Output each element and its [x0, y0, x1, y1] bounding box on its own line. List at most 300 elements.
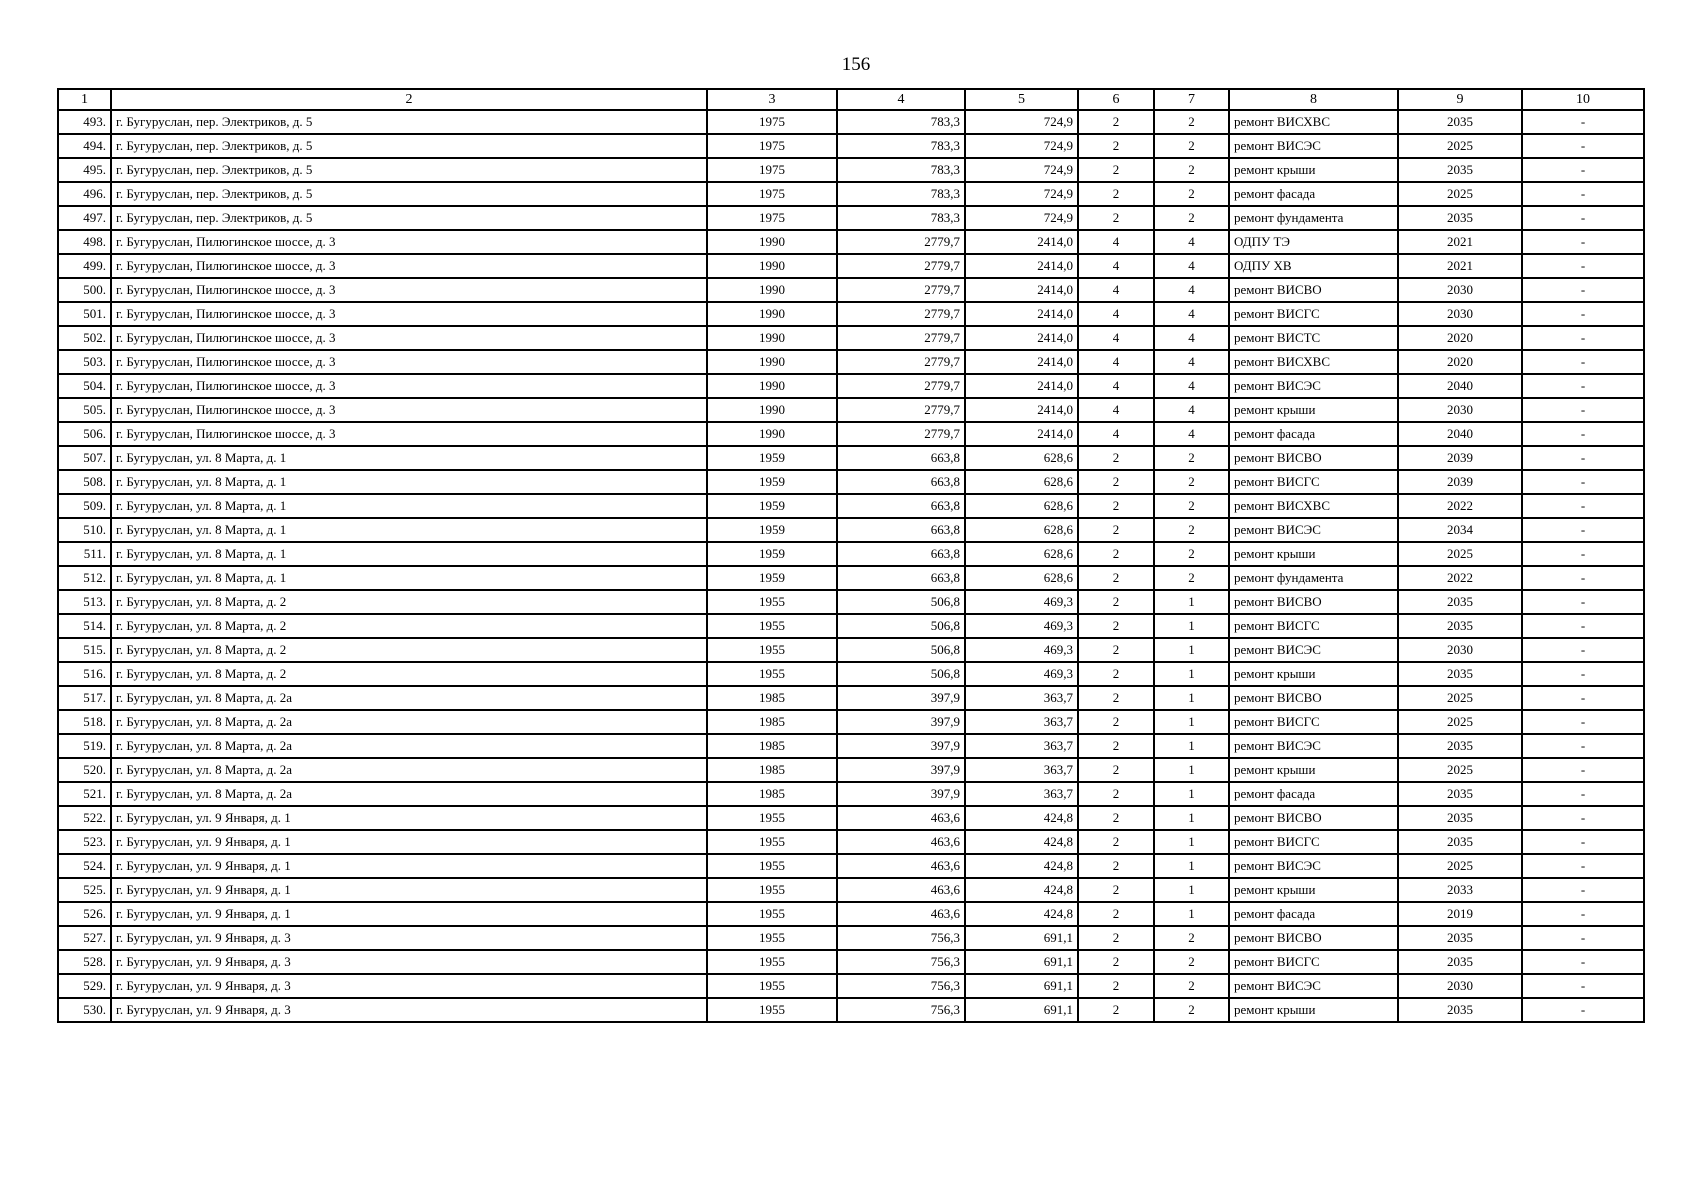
address-cell: г. Бугуруслан, ул. 9 Января, д. 3: [111, 926, 707, 950]
build-year-cell: 1985: [707, 686, 837, 710]
build-year-cell: 1959: [707, 542, 837, 566]
floors-cell: 2: [1078, 758, 1154, 782]
total-area-cell: 783,3: [837, 110, 965, 134]
total-area-cell: 2779,7: [837, 398, 965, 422]
row-number-cell: 497.: [58, 206, 111, 230]
note-cell: -: [1522, 158, 1644, 182]
build-year-cell: 1975: [707, 182, 837, 206]
address-cell: г. Бугуруслан, Пилюгинское шоссе, д. 3: [111, 254, 707, 278]
total-area-cell: 756,3: [837, 950, 965, 974]
floors-cell: 2: [1078, 734, 1154, 758]
entrances-cell: 2: [1154, 134, 1229, 158]
build-year-cell: 1955: [707, 854, 837, 878]
planned-year-cell: 2033: [1398, 878, 1522, 902]
planned-year-cell: 2035: [1398, 734, 1522, 758]
work-type-cell: ремонт фасада: [1229, 422, 1398, 446]
living-area-cell: 691,1: [965, 998, 1078, 1022]
build-year-cell: 1955: [707, 926, 837, 950]
work-type-cell: ремонт ВИСГС: [1229, 302, 1398, 326]
column-header-5: 5: [965, 89, 1078, 110]
planned-year-cell: 2022: [1398, 566, 1522, 590]
build-year-cell: 1990: [707, 254, 837, 278]
work-type-cell: ОДПУ ХВ: [1229, 254, 1398, 278]
note-cell: -: [1522, 662, 1644, 686]
row-number-cell: 520.: [58, 758, 111, 782]
work-type-cell: ремонт ВИСВО: [1229, 686, 1398, 710]
note-cell: -: [1522, 518, 1644, 542]
table-row: [58, 494, 1644, 518]
living-area-cell: 2414,0: [965, 398, 1078, 422]
planned-year-cell: 2021: [1398, 254, 1522, 278]
total-area-cell: 2779,7: [837, 278, 965, 302]
work-type-cell: ремонт фасада: [1229, 902, 1398, 926]
floors-cell: 2: [1078, 854, 1154, 878]
planned-year-cell: 2034: [1398, 518, 1522, 542]
column-header-3: 3: [707, 89, 837, 110]
entrances-cell: 4: [1154, 422, 1229, 446]
total-area-cell: 463,6: [837, 878, 965, 902]
living-area-cell: 628,6: [965, 518, 1078, 542]
table-row: [58, 854, 1644, 878]
total-area-cell: 663,8: [837, 518, 965, 542]
planned-year-cell: 2020: [1398, 350, 1522, 374]
living-area-cell: 628,6: [965, 494, 1078, 518]
planned-year-cell: 2035: [1398, 206, 1522, 230]
address-cell: г. Бугуруслан, ул. 8 Марта, д. 2: [111, 638, 707, 662]
build-year-cell: 1990: [707, 278, 837, 302]
entrances-cell: 2: [1154, 446, 1229, 470]
note-cell: -: [1522, 806, 1644, 830]
table-row: [58, 902, 1644, 926]
note-cell: -: [1522, 278, 1644, 302]
build-year-cell: 1959: [707, 494, 837, 518]
total-area-cell: 756,3: [837, 974, 965, 998]
planned-year-cell: 2025: [1398, 686, 1522, 710]
planned-year-cell: 2025: [1398, 710, 1522, 734]
living-area-cell: 2414,0: [965, 422, 1078, 446]
work-type-cell: ремонт крыши: [1229, 398, 1398, 422]
living-area-cell: 469,3: [965, 638, 1078, 662]
build-year-cell: 1955: [707, 878, 837, 902]
column-header-7: 7: [1154, 89, 1229, 110]
floors-cell: 2: [1078, 662, 1154, 686]
build-year-cell: 1955: [707, 950, 837, 974]
planned-year-cell: 2035: [1398, 806, 1522, 830]
living-area-cell: 724,9: [965, 182, 1078, 206]
note-cell: -: [1522, 734, 1644, 758]
work-type-cell: ремонт фундамента: [1229, 566, 1398, 590]
address-cell: г. Бугуруслан, ул. 8 Марта, д. 2а: [111, 734, 707, 758]
entrances-cell: 2: [1154, 110, 1229, 134]
table-row: [58, 302, 1644, 326]
row-number-cell: 506.: [58, 422, 111, 446]
table-row: [58, 590, 1644, 614]
address-cell: г. Бугуруслан, ул. 8 Марта, д. 2а: [111, 686, 707, 710]
living-area-cell: 628,6: [965, 542, 1078, 566]
living-area-cell: 2414,0: [965, 278, 1078, 302]
note-cell: -: [1522, 422, 1644, 446]
living-area-cell: 724,9: [965, 206, 1078, 230]
work-type-cell: ремонт крыши: [1229, 662, 1398, 686]
note-cell: -: [1522, 782, 1644, 806]
floors-cell: 2: [1078, 950, 1154, 974]
build-year-cell: 1955: [707, 614, 837, 638]
table-row: [58, 158, 1644, 182]
address-cell: г. Бугуруслан, ул. 8 Марта, д. 1: [111, 446, 707, 470]
note-cell: -: [1522, 254, 1644, 278]
address-cell: г. Бугуруслан, ул. 8 Марта, д. 2а: [111, 758, 707, 782]
registry-table: [57, 88, 1645, 1023]
planned-year-cell: 2022: [1398, 494, 1522, 518]
address-cell: г. Бугуруслан, ул. 8 Марта, д. 1: [111, 518, 707, 542]
note-cell: -: [1522, 350, 1644, 374]
entrances-cell: 1: [1154, 614, 1229, 638]
living-area-cell: 691,1: [965, 950, 1078, 974]
planned-year-cell: 2025: [1398, 758, 1522, 782]
address-cell: г. Бугуруслан, пер. Электриков, д. 5: [111, 134, 707, 158]
address-cell: г. Бугуруслан, ул. 9 Января, д. 1: [111, 902, 707, 926]
table-row: [58, 470, 1644, 494]
table-row: [58, 230, 1644, 254]
row-number-cell: 509.: [58, 494, 111, 518]
address-cell: г. Бугуруслан, ул. 8 Марта, д. 1: [111, 542, 707, 566]
total-area-cell: 2779,7: [837, 302, 965, 326]
living-area-cell: 2414,0: [965, 302, 1078, 326]
row-number-cell: 501.: [58, 302, 111, 326]
work-type-cell: ремонт ВИСХВС: [1229, 110, 1398, 134]
build-year-cell: 1955: [707, 806, 837, 830]
note-cell: -: [1522, 854, 1644, 878]
planned-year-cell: 2030: [1398, 398, 1522, 422]
planned-year-cell: 2040: [1398, 374, 1522, 398]
total-area-cell: 783,3: [837, 182, 965, 206]
note-cell: -: [1522, 470, 1644, 494]
living-area-cell: 424,8: [965, 878, 1078, 902]
floors-cell: 4: [1078, 374, 1154, 398]
build-year-cell: 1990: [707, 422, 837, 446]
planned-year-cell: 2025: [1398, 182, 1522, 206]
address-cell: г. Бугуруслан, пер. Электриков, д. 5: [111, 158, 707, 182]
total-area-cell: 2779,7: [837, 374, 965, 398]
floors-cell: 2: [1078, 206, 1154, 230]
living-area-cell: 469,3: [965, 662, 1078, 686]
living-area-cell: 2414,0: [965, 254, 1078, 278]
living-area-cell: 424,8: [965, 902, 1078, 926]
total-area-cell: 2779,7: [837, 230, 965, 254]
total-area-cell: 2779,7: [837, 422, 965, 446]
total-area-cell: 663,8: [837, 446, 965, 470]
row-number-cell: 523.: [58, 830, 111, 854]
floors-cell: 2: [1078, 878, 1154, 902]
address-cell: г. Бугуруслан, ул. 8 Марта, д. 2а: [111, 782, 707, 806]
note-cell: -: [1522, 206, 1644, 230]
entrances-cell: 4: [1154, 326, 1229, 350]
build-year-cell: 1990: [707, 326, 837, 350]
living-area-cell: 2414,0: [965, 326, 1078, 350]
total-area-cell: 783,3: [837, 158, 965, 182]
living-area-cell: 424,8: [965, 830, 1078, 854]
total-area-cell: 783,3: [837, 206, 965, 230]
living-area-cell: 2414,0: [965, 374, 1078, 398]
work-type-cell: ремонт ВИСВО: [1229, 278, 1398, 302]
entrances-cell: 1: [1154, 830, 1229, 854]
floors-cell: 4: [1078, 398, 1154, 422]
planned-year-cell: 2025: [1398, 854, 1522, 878]
planned-year-cell: 2039: [1398, 446, 1522, 470]
row-number-cell: 503.: [58, 350, 111, 374]
planned-year-cell: 2020: [1398, 326, 1522, 350]
note-cell: -: [1522, 998, 1644, 1022]
planned-year-cell: 2021: [1398, 230, 1522, 254]
address-cell: г. Бугуруслан, ул. 8 Марта, д. 2: [111, 614, 707, 638]
build-year-cell: 1985: [707, 758, 837, 782]
address-cell: г. Бугуруслан, ул. 8 Марта, д. 1: [111, 566, 707, 590]
floors-cell: 4: [1078, 254, 1154, 278]
entrances-cell: 4: [1154, 350, 1229, 374]
floors-cell: 2: [1078, 134, 1154, 158]
row-number-cell: 513.: [58, 590, 111, 614]
total-area-cell: 783,3: [837, 134, 965, 158]
work-type-cell: ремонт ВИСГС: [1229, 950, 1398, 974]
address-cell: г. Бугуруслан, пер. Электриков, д. 5: [111, 182, 707, 206]
table-row: [58, 518, 1644, 542]
living-area-cell: 691,1: [965, 974, 1078, 998]
build-year-cell: 1990: [707, 374, 837, 398]
row-number-cell: 516.: [58, 662, 111, 686]
table-body: [58, 110, 1644, 1022]
work-type-cell: ремонт ВИСЭС: [1229, 638, 1398, 662]
build-year-cell: 1975: [707, 110, 837, 134]
total-area-cell: 397,9: [837, 686, 965, 710]
table-row: [58, 806, 1644, 830]
entrances-cell: 1: [1154, 686, 1229, 710]
floors-cell: 4: [1078, 230, 1154, 254]
row-number-cell: 526.: [58, 902, 111, 926]
entrances-cell: 2: [1154, 470, 1229, 494]
floors-cell: 2: [1078, 542, 1154, 566]
row-number-cell: 518.: [58, 710, 111, 734]
address-cell: г. Бугуруслан, Пилюгинское шоссе, д. 3: [111, 398, 707, 422]
entrances-cell: 1: [1154, 806, 1229, 830]
note-cell: -: [1522, 374, 1644, 398]
floors-cell: 2: [1078, 806, 1154, 830]
note-cell: -: [1522, 638, 1644, 662]
entrances-cell: 1: [1154, 782, 1229, 806]
address-cell: г. Бугуруслан, Пилюгинское шоссе, д. 3: [111, 374, 707, 398]
work-type-cell: ремонт крыши: [1229, 758, 1398, 782]
entrances-cell: 2: [1154, 182, 1229, 206]
build-year-cell: 1955: [707, 998, 837, 1022]
work-type-cell: ремонт ВИСВО: [1229, 590, 1398, 614]
entrances-cell: 1: [1154, 878, 1229, 902]
row-number-cell: 514.: [58, 614, 111, 638]
note-cell: -: [1522, 134, 1644, 158]
total-area-cell: 756,3: [837, 926, 965, 950]
floors-cell: 2: [1078, 110, 1154, 134]
table-row: [58, 758, 1644, 782]
build-year-cell: 1955: [707, 662, 837, 686]
build-year-cell: 1985: [707, 782, 837, 806]
note-cell: -: [1522, 182, 1644, 206]
work-type-cell: ремонт ВИСГС: [1229, 830, 1398, 854]
note-cell: -: [1522, 902, 1644, 926]
table-row: [58, 926, 1644, 950]
work-type-cell: ремонт крыши: [1229, 542, 1398, 566]
address-cell: г. Бугуруслан, ул. 8 Марта, д. 2: [111, 590, 707, 614]
total-area-cell: 663,8: [837, 470, 965, 494]
floors-cell: 2: [1078, 446, 1154, 470]
entrances-cell: 2: [1154, 950, 1229, 974]
planned-year-cell: 2035: [1398, 110, 1522, 134]
header-row: [58, 89, 1644, 110]
build-year-cell: 1959: [707, 566, 837, 590]
entrances-cell: 4: [1154, 398, 1229, 422]
row-number-cell: 521.: [58, 782, 111, 806]
planned-year-cell: 2035: [1398, 158, 1522, 182]
address-cell: г. Бугуруслан, Пилюгинское шоссе, д. 3: [111, 302, 707, 326]
build-year-cell: 1990: [707, 350, 837, 374]
total-area-cell: 2779,7: [837, 350, 965, 374]
note-cell: -: [1522, 830, 1644, 854]
table-row: [58, 206, 1644, 230]
work-type-cell: ремонт крыши: [1229, 878, 1398, 902]
table-row: [58, 974, 1644, 998]
table-row: [58, 662, 1644, 686]
note-cell: -: [1522, 710, 1644, 734]
note-cell: -: [1522, 926, 1644, 950]
build-year-cell: 1955: [707, 902, 837, 926]
table-row: [58, 782, 1644, 806]
column-header-10: 10: [1522, 89, 1644, 110]
floors-cell: 2: [1078, 830, 1154, 854]
planned-year-cell: 2035: [1398, 590, 1522, 614]
entrances-cell: 2: [1154, 542, 1229, 566]
note-cell: -: [1522, 950, 1644, 974]
address-cell: г. Бугуруслан, ул. 8 Марта, д. 1: [111, 494, 707, 518]
entrances-cell: 1: [1154, 854, 1229, 878]
table-row: [58, 278, 1644, 302]
address-cell: г. Бугуруслан, ул. 8 Марта, д. 1: [111, 470, 707, 494]
floors-cell: 4: [1078, 326, 1154, 350]
build-year-cell: 1959: [707, 470, 837, 494]
table-row: [58, 374, 1644, 398]
table-row: [58, 686, 1644, 710]
entrances-cell: 2: [1154, 998, 1229, 1022]
work-type-cell: ремонт ВИСВО: [1229, 926, 1398, 950]
note-cell: -: [1522, 494, 1644, 518]
floors-cell: 2: [1078, 638, 1154, 662]
total-area-cell: 2779,7: [837, 326, 965, 350]
work-type-cell: ремонт ВИСТС: [1229, 326, 1398, 350]
row-number-cell: 493.: [58, 110, 111, 134]
note-cell: -: [1522, 542, 1644, 566]
entrances-cell: 1: [1154, 758, 1229, 782]
total-area-cell: 506,8: [837, 662, 965, 686]
build-year-cell: 1975: [707, 134, 837, 158]
address-cell: г. Бугуруслан, ул. 9 Января, д. 1: [111, 806, 707, 830]
floors-cell: 2: [1078, 782, 1154, 806]
floors-cell: 2: [1078, 710, 1154, 734]
floors-cell: 2: [1078, 998, 1154, 1022]
table-row: [58, 638, 1644, 662]
address-cell: г. Бугуруслан, Пилюгинское шоссе, д. 3: [111, 278, 707, 302]
address-cell: г. Бугуруслан, ул. 9 Января, д. 1: [111, 830, 707, 854]
row-number-cell: 517.: [58, 686, 111, 710]
total-area-cell: 756,3: [837, 998, 965, 1022]
note-cell: -: [1522, 758, 1644, 782]
column-header-6: 6: [1078, 89, 1154, 110]
table-row: [58, 254, 1644, 278]
entrances-cell: 2: [1154, 566, 1229, 590]
work-type-cell: ремонт ВИСЭС: [1229, 518, 1398, 542]
floors-cell: 2: [1078, 902, 1154, 926]
work-type-cell: ремонт фасада: [1229, 182, 1398, 206]
entrances-cell: 1: [1154, 902, 1229, 926]
row-number-cell: 505.: [58, 398, 111, 422]
table-row: [58, 182, 1644, 206]
address-cell: г. Бугуруслан, Пилюгинское шоссе, д. 3: [111, 326, 707, 350]
total-area-cell: 506,8: [837, 590, 965, 614]
table-row: [58, 998, 1644, 1022]
build-year-cell: 1955: [707, 638, 837, 662]
build-year-cell: 1990: [707, 302, 837, 326]
address-cell: г. Бугуруслан, ул. 9 Января, д. 1: [111, 878, 707, 902]
table-row: [58, 566, 1644, 590]
floors-cell: 2: [1078, 494, 1154, 518]
floors-cell: 2: [1078, 686, 1154, 710]
planned-year-cell: 2030: [1398, 302, 1522, 326]
note-cell: -: [1522, 110, 1644, 134]
planned-year-cell: 2030: [1398, 278, 1522, 302]
table-row: [58, 446, 1644, 470]
address-cell: г. Бугуруслан, Пилюгинское шоссе, д. 3: [111, 350, 707, 374]
note-cell: -: [1522, 614, 1644, 638]
row-number-cell: 515.: [58, 638, 111, 662]
total-area-cell: 506,8: [837, 614, 965, 638]
total-area-cell: 463,6: [837, 902, 965, 926]
row-number-cell: 530.: [58, 998, 111, 1022]
entrances-cell: 4: [1154, 302, 1229, 326]
floors-cell: 2: [1078, 518, 1154, 542]
work-type-cell: ремонт ВИСЭС: [1229, 134, 1398, 158]
planned-year-cell: 2025: [1398, 134, 1522, 158]
total-area-cell: 506,8: [837, 638, 965, 662]
planned-year-cell: 2035: [1398, 926, 1522, 950]
floors-cell: 2: [1078, 566, 1154, 590]
table-row: [58, 134, 1644, 158]
work-type-cell: ОДПУ ТЭ: [1229, 230, 1398, 254]
total-area-cell: 463,6: [837, 806, 965, 830]
row-number-cell: 499.: [58, 254, 111, 278]
living-area-cell: 363,7: [965, 686, 1078, 710]
total-area-cell: 397,9: [837, 758, 965, 782]
floors-cell: 4: [1078, 302, 1154, 326]
row-number-cell: 522.: [58, 806, 111, 830]
build-year-cell: 1990: [707, 398, 837, 422]
floors-cell: 2: [1078, 614, 1154, 638]
table-row: [58, 350, 1644, 374]
total-area-cell: 2779,7: [837, 254, 965, 278]
work-type-cell: ремонт ВИСГС: [1229, 614, 1398, 638]
entrances-cell: 4: [1154, 230, 1229, 254]
planned-year-cell: 2035: [1398, 782, 1522, 806]
note-cell: -: [1522, 398, 1644, 422]
build-year-cell: 1975: [707, 158, 837, 182]
living-area-cell: 469,3: [965, 614, 1078, 638]
planned-year-cell: 2030: [1398, 638, 1522, 662]
row-number-cell: 498.: [58, 230, 111, 254]
total-area-cell: 663,8: [837, 494, 965, 518]
